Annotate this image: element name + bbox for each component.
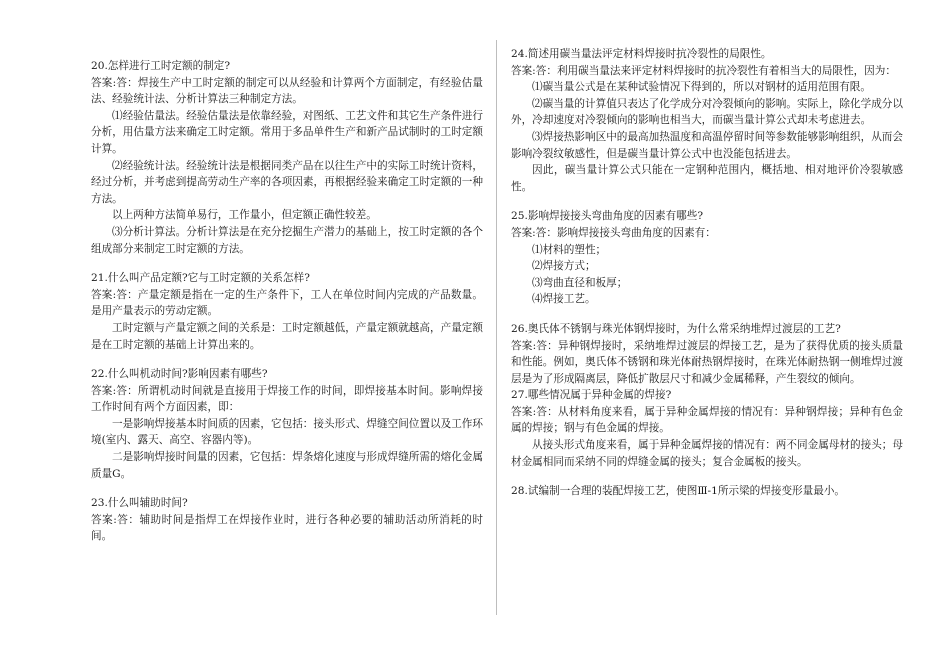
- question-27-paragraph: 从接头形式角度来看，属于异种金属焊接的情况有：两不同金属母材的接头；母材金属相同而采纳不同的焊缝金属的接头；复合金属板的接头。: [511, 439, 903, 468]
- question-21-answer: 答案:答：产量定额是指在一定的生产条件下，工人在单位时间内完成的产品数量。是用产量表示的劳动定额。: [91, 288, 483, 318]
- column-divider: [496, 40, 497, 615]
- question-20-answer: 答案:答：焊接生产中工时定额的制定可以从经验和计算两个方面制定，有经验估量法、经验统计法、分析计算法三种制定方法。: [91, 76, 483, 106]
- question-24-answer: 答案:答：利用碳当量法来评定材料焊接时的抗冷裂性有着相当大的局限性，因为：: [511, 64, 896, 77]
- right-column: [511, 46, 903, 500]
- question-20-title: 20.怎样进行工时定额的制定?: [91, 60, 231, 72]
- question-22-title: 22.什么叫机动时间?影响因素有哪些?: [91, 368, 268, 381]
- question-25-list-item: ⑴材料的塑性；: [532, 243, 607, 256]
- question-20-paragraph: 以上两种方法简单易行，工作量小，但定额正确性较差。: [112, 209, 377, 222]
- question-25-title: 25.影响焊接接头弯曲角度的因素有哪些?: [511, 210, 704, 223]
- question-24-paragraph: 因此，碳当量计算公式只能在一定钢种范围内，概括地、相对地评价冷裂敏感性。: [511, 164, 903, 193]
- question-20-paragraph: ⑵经验统计法。经验统计法是根据同类产品在以往生产中的实际工时统计资料，经过分析，并考虑到提高劳动生产率的各项因素，再根据经验来确定工时定额的一种方法。: [91, 159, 483, 205]
- question-22-paragraph: 一是影响焊接基本时间质的因素，它包括：接头形式、焊缝空间位置以及工作环境(室内、露天、高空、容器内等)。: [91, 417, 483, 447]
- question-26-title: 26.奥氏体不锈钢与珠光体钢焊接时，为什么常采纳堆焊过渡层的工艺?: [511, 322, 841, 335]
- question-24-paragraph: ⑶焊接热影响区中的最高加热温度和高温停留时间等参数能够影响组织，从而会影响冷裂纹敏感性，但是碳当量计算公式中也没能包括进去。: [511, 130, 903, 160]
- question-25-answer: 答案:答：影响焊接接头弯曲角度的因素有：: [511, 226, 716, 239]
- question-24-title: 24.简述用碳当量法评定材料焊接时抗冷裂性的局限性。: [511, 48, 772, 60]
- question-24-paragraph: ⑵碳当量的计算值只表达了化学成分对冷裂倾向的影响。实际上，除化学成分以外，冷却速度对冷裂倾向的影响也相当大，而碳当量计算公式却未考虑进去。: [511, 97, 903, 127]
- question-21-title: 21.什么叫产品定额?它与工时定额的关系怎样?: [91, 272, 310, 285]
- left-column: [91, 58, 483, 545]
- question-22-paragraph: 二是影响焊接时间量的因素，它包括：焊条熔化速度与形成焊缝所需的熔化金属质量G。: [91, 451, 483, 480]
- question-25-list-item: ⑵焊接方式；: [532, 260, 596, 273]
- question-20-paragraph: ⑶分析计算法。分析计算法是在充分挖掘生产潜力的基础上，按工时定额的各个组成部分来制定工时定额的方法。: [91, 225, 483, 255]
- question-25-list-item: ⑶弯曲直径和板厚；: [532, 276, 628, 289]
- question-27-title: 27.哪些情况属于异种金属的焊接?: [511, 389, 672, 402]
- question-22-answer: 答案:答：所谓机动时间就是直接用于焊接工作的时间，即焊接基本时间。影响焊接工作时间有两个方面因素，即：: [91, 384, 483, 414]
- question-26-answer: 答案:答：异种钢焊接时，采纳堆焊过渡层的焊接工艺，是为了获得优质的接头质量和性能。例如，奥氏体不锈钢和珠光体耐热钢焊接时，在珠光体耐热钢一侧堆焊过渡层是为了形成隔离层，降低扩散层尺寸和减少金属稀释，产生裂纹的倾向。: [511, 339, 903, 385]
- question-21-paragraph: 工时定额与产量定额之间的关系是：工时定额越低，产量定额就越高，产量定额是在工时定额的基础上计算出来的。: [91, 321, 483, 351]
- question-23-title: 23.什么叫辅助时间?: [91, 497, 188, 510]
- question-28-title: 28.试编制一合理的装配焊接工艺，使图Ⅲ-1所示梁的焊接变形量最小。: [511, 485, 846, 498]
- question-25-list-item: ⑷焊接工艺。: [532, 293, 596, 306]
- question-20-paragraph: ⑴经验估量法。经验估量法是依靠经验，对图纸、工艺文件和其它生产条件进行分析，用估量方法来确定工时定额。常用于多品单件生产和新产品试制时的工时定额计算。: [91, 109, 483, 155]
- question-27-answer: 答案:答：从材料角度来看，属于异种金属焊接的情况有：异种钢焊接；异种有色金属的焊接；钢与有色金属的焊接。: [511, 405, 903, 435]
- question-23-answer: 答案:答：辅助时间是指焊工在焊接作业时，进行各种必要的辅助活动所消耗的时间。: [91, 513, 483, 543]
- question-24-paragraph: ⑴碳当量公式是在某种试验情况下得到的，所以对钢材的适用范围有限。: [532, 81, 871, 94]
